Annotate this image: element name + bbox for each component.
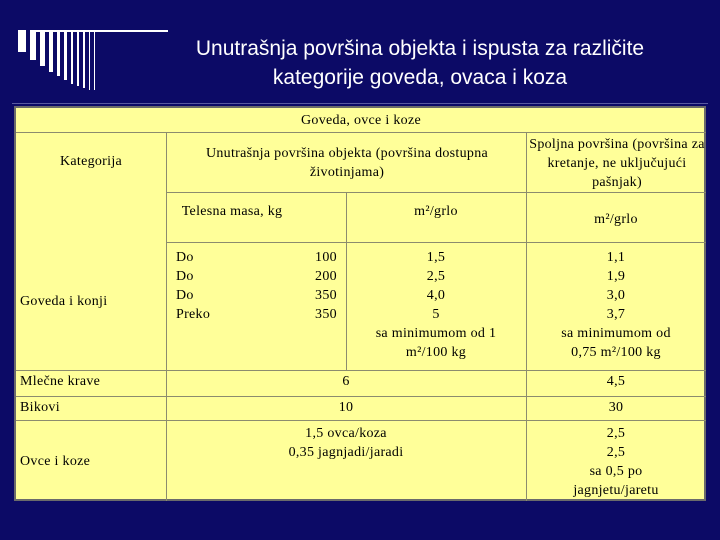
inner-ovce: 1,5 ovca/koza 0,35 jagnjadi/jaradi [288, 426, 404, 460]
header-telesna-masa: Telesna masa, kg [181, 204, 283, 219]
header-unutrasnja: Unutrašnja površina objekta (površina dostupna životinjama) [205, 146, 489, 180]
inner-mlecne: 6 [342, 374, 350, 389]
row-label-goveda: Goveda i konji [20, 294, 108, 309]
outer-values-goveda: 1,1 1,9 3,0 3,7 sa minimumom od 0,75 m²/100 kg [561, 250, 671, 360]
table-line [16, 396, 706, 397]
data-table [14, 106, 706, 501]
row-label-bikovi: Bikovi [20, 400, 60, 415]
title-line-2: kategorije goveda, ovaca i koza [272, 66, 568, 89]
inner-bikovi: 10 [338, 400, 354, 415]
row-label-ovce: Ovce i koze [20, 454, 91, 469]
outer-bikovi: 30 [608, 400, 624, 415]
table-line [16, 370, 706, 371]
inner-values-goveda: 1,5 2,5 4,0 5 sa minimumom od 1 m²/100 kg [375, 250, 497, 360]
table-line [16, 132, 706, 133]
header-unit-outer: m²/grlo [594, 212, 638, 227]
slide-title [140, 34, 700, 92]
header-unit-inner: m²/grlo [414, 204, 458, 219]
title-divider [12, 103, 708, 104]
header-kategorija: Kategorija [59, 154, 123, 169]
outer-mlecne: 4,5 [606, 374, 626, 389]
table-line [16, 420, 706, 421]
mass-values: 100 200 350 350 [315, 250, 337, 322]
table-line [166, 242, 706, 243]
row-label-mlecne: Mlečne krave [20, 374, 101, 389]
outer-ovce: 2,5 2,5 sa 0,5 po jagnjetu/jaretu [573, 426, 659, 498]
mass-labels: Do Do Do Preko [176, 250, 211, 322]
table-line [166, 192, 706, 193]
table-top-header: Goveda, ovce i koze [301, 113, 421, 128]
header-spoljna: Spoljna površina (površina za kretanje, ne uključujući pašnjak) [529, 137, 705, 190]
title-line-1: Unutrašnja površina objekta i ispusta za različite [195, 37, 645, 60]
